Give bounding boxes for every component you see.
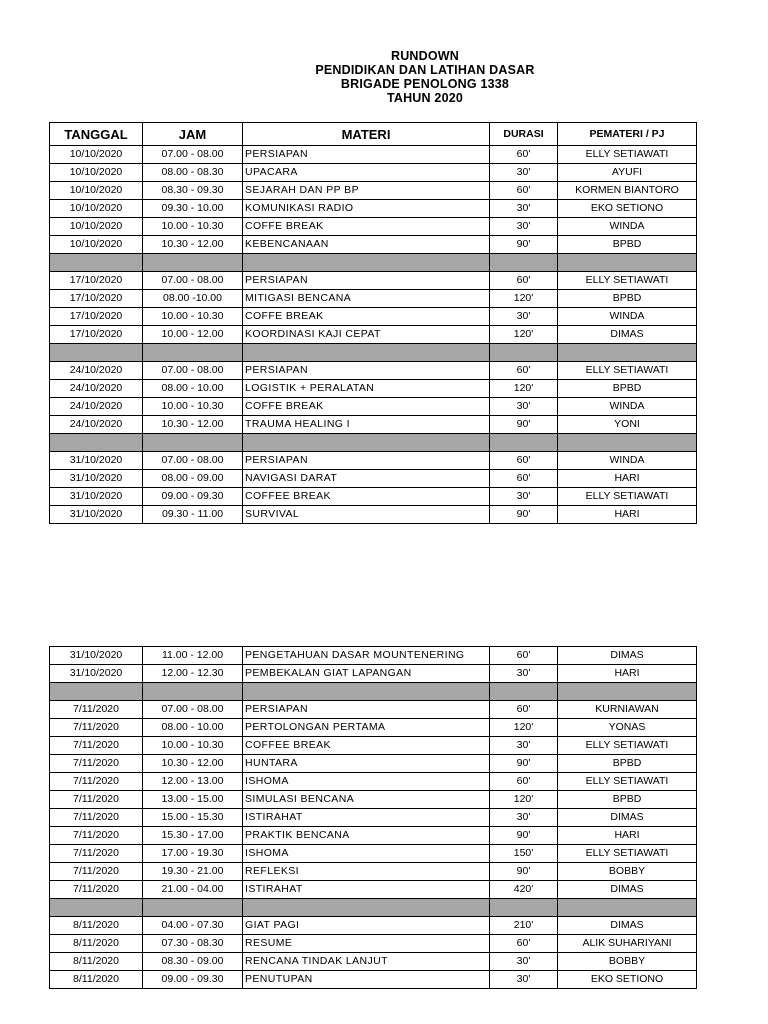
separator-cell [558, 683, 697, 701]
cell-pemateri: YONAS [558, 719, 697, 737]
separator-row [50, 683, 697, 701]
cell-jam: 10.00 - 10.30 [143, 737, 243, 755]
table-row [50, 488, 697, 506]
cell-materi: PERSIAPAN [243, 452, 490, 470]
cell-durasi: 120' [490, 791, 558, 809]
cell-durasi: 90' [490, 416, 558, 434]
cell-pemateri: HARI [558, 827, 697, 845]
table-row [50, 416, 697, 434]
table-row [50, 182, 697, 200]
table-row [50, 452, 697, 470]
title-line-2: PENDIDIKAN DAN LATIHAN DASAR [315, 63, 535, 77]
cell-tanggal: 7/11/2020 [50, 719, 143, 737]
cell-jam: 10.30 - 12.00 [143, 416, 243, 434]
cell-tanggal: 24/10/2020 [50, 416, 143, 434]
cell-durasi: 30' [490, 308, 558, 326]
cell-jam: 07.30 - 08.30 [143, 935, 243, 953]
table-row [50, 146, 697, 164]
table-row [50, 755, 697, 773]
cell-durasi: 30' [490, 665, 558, 683]
separator-cell [558, 344, 697, 362]
cell-materi: PRAKTIK BENCANA [243, 827, 490, 845]
cell-materi: PEMBEKALAN GIAT LAPANGAN [243, 665, 490, 683]
cell-materi: COFFE BREAK [243, 308, 490, 326]
table-row [50, 827, 697, 845]
separator-row [50, 434, 697, 452]
cell-pemateri: DIMAS [558, 917, 697, 935]
table-row [50, 719, 697, 737]
title-line-3: BRIGADE PENOLONG 1338 [340, 77, 510, 91]
cell-tanggal: 7/11/2020 [50, 791, 143, 809]
cell-pemateri: AYUFI [558, 164, 697, 182]
separator-cell [50, 683, 143, 701]
cell-tanggal: 17/10/2020 [50, 290, 143, 308]
table-row [50, 164, 697, 182]
cell-tanggal: 7/11/2020 [50, 863, 143, 881]
header-tanggal: TANGGAL [50, 123, 143, 146]
cell-jam: 10.30 - 12.00 [143, 236, 243, 254]
table-row [50, 809, 697, 827]
cell-jam: 07.00 - 08.00 [143, 362, 243, 380]
separator-row [50, 344, 697, 362]
cell-pemateri: DIMAS [558, 809, 697, 827]
separator-cell [143, 344, 243, 362]
cell-tanggal: 7/11/2020 [50, 845, 143, 863]
cell-pemateri: DIMAS [558, 326, 697, 344]
cell-tanggal: 8/11/2020 [50, 917, 143, 935]
cell-durasi: 60' [490, 272, 558, 290]
cell-tanggal: 17/10/2020 [50, 326, 143, 344]
schedule-table-1-body [50, 146, 697, 524]
separator-cell [143, 683, 243, 701]
cell-tanggal: 8/11/2020 [50, 953, 143, 971]
table-row [50, 953, 697, 971]
cell-pemateri: BOBBY [558, 863, 697, 881]
separator-cell [243, 344, 490, 362]
separator-cell [558, 254, 697, 272]
cell-durasi: 60' [490, 701, 558, 719]
cell-jam: 09.30 - 10.00 [143, 200, 243, 218]
cell-tanggal: 7/11/2020 [50, 701, 143, 719]
separator-cell [558, 899, 697, 917]
document-title [0, 49, 768, 105]
separator-cell [490, 344, 558, 362]
cell-materi: KEBENCANAAN [243, 236, 490, 254]
cell-durasi: 60' [490, 647, 558, 665]
cell-materi: SURVIVAL [243, 506, 490, 524]
cell-tanggal: 10/10/2020 [50, 236, 143, 254]
cell-tanggal: 10/10/2020 [50, 164, 143, 182]
cell-materi: COFFEE BREAK [243, 737, 490, 755]
cell-tanggal: 10/10/2020 [50, 200, 143, 218]
cell-pemateri: HARI [558, 470, 697, 488]
cell-tanggal: 31/10/2020 [50, 470, 143, 488]
cell-durasi: 120' [490, 290, 558, 308]
table-row [50, 791, 697, 809]
cell-jam: 11.00 - 12.00 [143, 647, 243, 665]
cell-materi: SEJARAH DAN PP BP [243, 182, 490, 200]
separator-cell [50, 899, 143, 917]
cell-tanggal: 10/10/2020 [50, 218, 143, 236]
cell-materi: GIAT PAGI [243, 917, 490, 935]
cell-jam: 10.00 - 10.30 [143, 398, 243, 416]
cell-materi: RENCANA TINDAK LANJUT [243, 953, 490, 971]
cell-tanggal: 17/10/2020 [50, 308, 143, 326]
cell-tanggal: 7/11/2020 [50, 827, 143, 845]
cell-durasi: 90' [490, 863, 558, 881]
cell-pemateri: ELLY SETIAWATI [558, 272, 697, 290]
cell-durasi: 30' [490, 398, 558, 416]
cell-tanggal: 17/10/2020 [50, 272, 143, 290]
cell-materi: NAVIGASI DARAT [243, 470, 490, 488]
cell-jam: 07.00 - 08.00 [143, 272, 243, 290]
cell-durasi: 30' [490, 809, 558, 827]
separator-row [50, 254, 697, 272]
cell-tanggal: 10/10/2020 [50, 146, 143, 164]
cell-pemateri: BPBD [558, 791, 697, 809]
separator-cell [143, 434, 243, 452]
cell-durasi: 30' [490, 971, 558, 989]
cell-jam: 15.30 - 17.00 [143, 827, 243, 845]
cell-pemateri: ELLY SETIAWATI [558, 845, 697, 863]
table-row [50, 506, 697, 524]
separator-cell [490, 434, 558, 452]
cell-tanggal: 31/10/2020 [50, 665, 143, 683]
cell-durasi: 150' [490, 845, 558, 863]
table-row [50, 773, 697, 791]
cell-pemateri: BPBD [558, 290, 697, 308]
cell-durasi: 60' [490, 452, 558, 470]
cell-jam: 08.00 - 10.00 [143, 380, 243, 398]
separator-cell [243, 683, 490, 701]
cell-tanggal: 8/11/2020 [50, 971, 143, 989]
table-row [50, 470, 697, 488]
cell-jam: 10.00 - 10.30 [143, 218, 243, 236]
cell-jam: 09.00 - 09.30 [143, 488, 243, 506]
separator-cell [143, 899, 243, 917]
separator-cell [243, 434, 490, 452]
cell-tanggal: 7/11/2020 [50, 809, 143, 827]
cell-pemateri: EKO SETIONO [558, 200, 697, 218]
table-row [50, 863, 697, 881]
cell-materi: HUNTARA [243, 755, 490, 773]
cell-jam: 07.00 - 08.00 [143, 701, 243, 719]
cell-jam: 09.30 - 11.00 [143, 506, 243, 524]
cell-pemateri: ELLY SETIAWATI [558, 488, 697, 506]
table-row [50, 701, 697, 719]
table-row [50, 737, 697, 755]
cell-durasi: 60' [490, 182, 558, 200]
cell-jam: 08.30 - 09.30 [143, 182, 243, 200]
table-row [50, 362, 697, 380]
cell-materi: COFFEE BREAK [243, 488, 490, 506]
cell-durasi: 120' [490, 380, 558, 398]
cell-pemateri: HARI [558, 506, 697, 524]
cell-tanggal: 24/10/2020 [50, 398, 143, 416]
cell-materi: REFLEKSI [243, 863, 490, 881]
cell-jam: 10.00 - 12.00 [143, 326, 243, 344]
table-row [50, 647, 697, 665]
cell-jam: 08.00 - 10.00 [143, 719, 243, 737]
cell-jam: 08.00 -10.00 [143, 290, 243, 308]
header-pemateri: PEMATERI / PJ [558, 123, 697, 146]
cell-materi: COFFE BREAK [243, 218, 490, 236]
separator-row [50, 899, 697, 917]
table-row [50, 236, 697, 254]
cell-materi: COFFE BREAK [243, 398, 490, 416]
cell-pemateri: ALIK SUHARIYANI [558, 935, 697, 953]
header-durasi: DURASI [490, 123, 558, 146]
separator-cell [50, 254, 143, 272]
cell-pemateri: ELLY SETIAWATI [558, 362, 697, 380]
table-row [50, 881, 697, 899]
cell-jam: 08.30 - 09.00 [143, 953, 243, 971]
cell-tanggal: 8/11/2020 [50, 935, 143, 953]
cell-tanggal: 24/10/2020 [50, 380, 143, 398]
cell-jam: 08.00 - 09.00 [143, 470, 243, 488]
cell-materi: KOMUNIKASI RADIO [243, 200, 490, 218]
cell-jam: 10.30 - 12.00 [143, 755, 243, 773]
table-row [50, 398, 697, 416]
cell-pemateri: BOBBY [558, 953, 697, 971]
table-row [50, 272, 697, 290]
cell-durasi: 210' [490, 917, 558, 935]
table-row [50, 917, 697, 935]
table-header-row [50, 123, 697, 146]
cell-tanggal: 7/11/2020 [50, 773, 143, 791]
cell-jam: 19.30 - 21.00 [143, 863, 243, 881]
table-row [50, 845, 697, 863]
cell-materi: ISHOMA [243, 773, 490, 791]
separator-cell [243, 254, 490, 272]
cell-pemateri: WINDA [558, 308, 697, 326]
cell-materi: TRAUMA HEALING I [243, 416, 490, 434]
cell-jam: 10.00 - 10.30 [143, 308, 243, 326]
cell-durasi: 60' [490, 773, 558, 791]
cell-jam: 12.00 - 13.00 [143, 773, 243, 791]
cell-materi: ISHOMA [243, 845, 490, 863]
cell-durasi: 90' [490, 236, 558, 254]
cell-tanggal: 7/11/2020 [50, 737, 143, 755]
separator-cell [50, 344, 143, 362]
cell-jam: 12.00 - 12.30 [143, 665, 243, 683]
cell-pemateri: KORMEN BIANTORO [558, 182, 697, 200]
cell-durasi: 90' [490, 827, 558, 845]
table-row [50, 935, 697, 953]
cell-jam: 07.00 - 08.00 [143, 452, 243, 470]
table-row [50, 971, 697, 989]
schedule-table-2-body [50, 647, 697, 989]
cell-jam: 15.00 - 15.30 [143, 809, 243, 827]
separator-cell [490, 254, 558, 272]
cell-durasi: 120' [490, 719, 558, 737]
cell-pemateri: KURNIAWAN [558, 701, 697, 719]
table-row [50, 380, 697, 398]
cell-tanggal: 24/10/2020 [50, 362, 143, 380]
title-line-4: TAHUN 2020 [386, 91, 464, 105]
cell-tanggal: 10/10/2020 [50, 182, 143, 200]
cell-tanggal: 7/11/2020 [50, 881, 143, 899]
cell-tanggal: 7/11/2020 [50, 755, 143, 773]
cell-durasi: 30' [490, 953, 558, 971]
cell-durasi: 420' [490, 881, 558, 899]
header-materi: MATERI [243, 123, 490, 146]
schedule-table-1 [49, 122, 697, 524]
cell-materi: PENUTUPAN [243, 971, 490, 989]
cell-materi: LOGISTIK + PERALATAN [243, 380, 490, 398]
cell-durasi: 90' [490, 506, 558, 524]
cell-pemateri: DIMAS [558, 881, 697, 899]
cell-tanggal: 31/10/2020 [50, 506, 143, 524]
cell-tanggal: 31/10/2020 [50, 452, 143, 470]
cell-jam: 07.00 - 08.00 [143, 146, 243, 164]
cell-pemateri: BPBD [558, 755, 697, 773]
cell-durasi: 30' [490, 737, 558, 755]
table-row [50, 290, 697, 308]
cell-jam: 21.00 - 04.00 [143, 881, 243, 899]
cell-pemateri: ELLY SETIAWATI [558, 737, 697, 755]
separator-cell [490, 899, 558, 917]
header-jam: JAM [143, 123, 243, 146]
cell-durasi: 60' [490, 470, 558, 488]
cell-pemateri: WINDA [558, 452, 697, 470]
cell-pemateri: WINDA [558, 218, 697, 236]
cell-materi: PENGETAHUAN DASAR MOUNTENERING [243, 647, 490, 665]
cell-jam: 09.00 - 09.30 [143, 971, 243, 989]
cell-durasi: 60' [490, 146, 558, 164]
cell-jam: 13.00 - 15.00 [143, 791, 243, 809]
cell-pemateri: BPBD [558, 236, 697, 254]
cell-materi: PERSIAPAN [243, 362, 490, 380]
cell-materi: ISTIRAHAT [243, 881, 490, 899]
cell-tanggal: 31/10/2020 [50, 647, 143, 665]
cell-pemateri: DIMAS [558, 647, 697, 665]
cell-pemateri: ELLY SETIAWATI [558, 773, 697, 791]
cell-durasi: 30' [490, 218, 558, 236]
cell-pemateri: HARI [558, 665, 697, 683]
cell-jam: 04.00 - 07.30 [143, 917, 243, 935]
cell-materi: ISTIRAHAT [243, 809, 490, 827]
cell-durasi: 120' [490, 326, 558, 344]
cell-materi: UPACARA [243, 164, 490, 182]
title-line-1: RUNDOWN [390, 49, 460, 63]
table-row [50, 665, 697, 683]
cell-materi: KOORDINASI KAJI CEPAT [243, 326, 490, 344]
cell-durasi: 60' [490, 935, 558, 953]
cell-durasi: 30' [490, 488, 558, 506]
cell-jam: 08.00 - 08.30 [143, 164, 243, 182]
table-row [50, 308, 697, 326]
cell-materi: SIMULASI BENCANA [243, 791, 490, 809]
table-row [50, 200, 697, 218]
separator-cell [143, 254, 243, 272]
cell-pemateri: WINDA [558, 398, 697, 416]
separator-cell [50, 434, 143, 452]
cell-pemateri: YONI [558, 416, 697, 434]
cell-materi: PERSIAPAN [243, 701, 490, 719]
cell-materi: PERSIAPAN [243, 272, 490, 290]
cell-materi: PERTOLONGAN PERTAMA [243, 719, 490, 737]
cell-durasi: 90' [490, 755, 558, 773]
cell-durasi: 30' [490, 164, 558, 182]
cell-pemateri: BPBD [558, 380, 697, 398]
table-row [50, 326, 697, 344]
separator-cell [558, 434, 697, 452]
cell-durasi: 30' [490, 200, 558, 218]
table-row [50, 218, 697, 236]
cell-jam: 17.00 - 19.30 [143, 845, 243, 863]
cell-materi: MITIGASI BENCANA [243, 290, 490, 308]
cell-materi: RESUME [243, 935, 490, 953]
separator-cell [243, 899, 490, 917]
cell-materi: PERSIAPAN [243, 146, 490, 164]
cell-pemateri: EKO SETIONO [558, 971, 697, 989]
schedule-table-2 [49, 646, 697, 989]
cell-pemateri: ELLY SETIAWATI [558, 146, 697, 164]
cell-tanggal: 31/10/2020 [50, 488, 143, 506]
separator-cell [490, 683, 558, 701]
cell-durasi: 60' [490, 362, 558, 380]
